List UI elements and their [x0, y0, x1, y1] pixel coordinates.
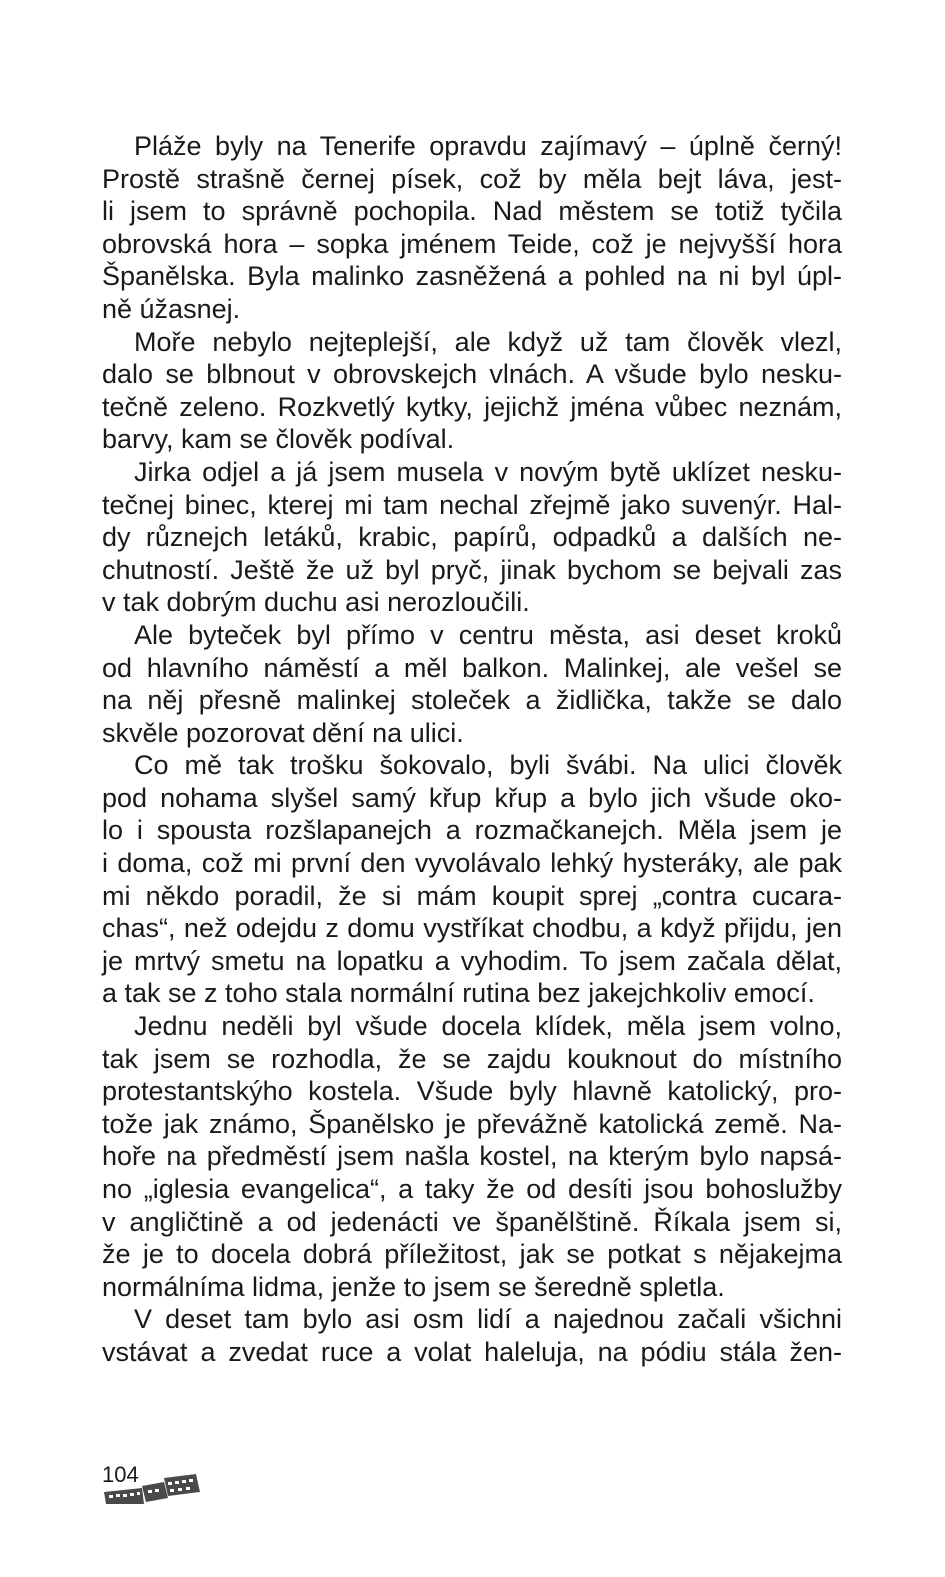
film-strip-icon: [102, 1470, 202, 1504]
text-line: i doma, což mi první den vyvolávalo lehký hysteráky, ale pak: [102, 848, 842, 879]
text-line: že je to docela dobrá příležitost, jak se potkat s nějakejma: [102, 1239, 842, 1270]
text-line: dalo se blbnout v obrovskejch vlnách. A všude bylo nesku-: [102, 359, 842, 390]
text-line: je mrtvý smetu na lopatku a vyhodim. To jsem začala dělat,: [102, 945, 842, 976]
text-line: hoře na předměstí jsem našla kostel, na kterým bylo napsá-: [102, 1141, 842, 1172]
text-line: vstávat a zvedat ruce a volat haleluja, na pódiu stála žen-: [102, 1336, 842, 1367]
text-line: Ale byteček byl přímo v centru města, asi deset kroků: [134, 619, 842, 650]
folio: [102, 1462, 222, 1512]
text-line: tečně zeleno. Rozkvetlý kytky, jejichž jména vůbec neznám,: [102, 391, 842, 422]
paragraph: [102, 326, 842, 456]
text-line: na něj přesně malinkej stoleček a židlička, takže se dalo: [102, 685, 842, 716]
text-line: tak jsem se rozhodla, že se zajdu kouknout do místního: [102, 1043, 842, 1074]
text-line: Jirka odjel a já jsem musela v novým bytě uklízet nesku-: [134, 456, 842, 487]
text-line: normálníma lidma, jenže to jsem se šeredně spletla.: [102, 1271, 725, 1302]
text-line: Jednu neděli byl všude docela klídek, měla jsem volno,: [134, 1011, 842, 1042]
paragraph: [102, 749, 842, 1010]
text-line: v tak dobrým duchu asi nerozloučili.: [102, 587, 530, 618]
text-line: Španělska. Byla malinko zasněžená a pohled na ni byl úpl-: [102, 261, 842, 292]
text-line: obrovská hora – sopka jménem Teide, což je nejvyšší hora: [102, 228, 842, 259]
text-line: v angličtině a od jedenácti ve španělštině. Říkala jsem si,: [102, 1206, 842, 1237]
paragraph: [102, 130, 842, 326]
text-line: li jsem to správně pochopila. Nad městem se totiž tyčila: [102, 196, 842, 227]
text-line: od hlavního náměstí a měl balkon. Malinkej, ale vešel se: [102, 652, 842, 683]
text-line: V deset tam bylo asi osm lidí a najednou začali všichni: [134, 1304, 842, 1335]
text-line: protestantskýho kostela. Všude byly hlavně katolický, pro-: [102, 1076, 842, 1107]
text-line: tože jak známo, Španělsko je převážně katolická země. Na-: [102, 1108, 842, 1139]
paragraph: [102, 1010, 842, 1303]
text-line: ně úžasnej.: [102, 293, 241, 324]
text-line: chutností. Ještě že už byl pryč, jinak bychom se bejvali zas: [102, 554, 842, 585]
text-line: Pláže byly na Tenerife opravdu zajímavý – úplně černý!: [134, 131, 842, 161]
text-line: Co mě tak trošku šokovalo, byli švábi. Na ulici člověk: [134, 750, 842, 781]
text-line: skvěle pozorovat dění na ulici.: [102, 717, 464, 748]
text-line: Moře nebylo nejteplejší, ale když už tam člověk vlezl,: [134, 326, 842, 357]
text-line: Prostě strašně černej písek, což by měla bejt láva, jest-: [102, 163, 842, 194]
page-number: 104: [102, 1462, 139, 1487]
text-line: lo i spousta rozšlapanejch a rozmačkanejch. Měla jsem je: [102, 815, 842, 846]
paragraph: [102, 1303, 842, 1368]
paragraph: [102, 619, 842, 749]
text-line: dy různejch letáků, krabic, papírů, odpadků a dalších ne-: [102, 522, 842, 553]
text-line: a tak se z toho stala normální rutina bez jakejchkoliv emocí.: [102, 978, 815, 1009]
text-line: tečnej binec, kterej mi tam nechal zřejmě jako suvenýr. Hal-: [102, 489, 842, 520]
paragraph: [102, 456, 842, 619]
body-text: [102, 130, 842, 1369]
text-line: chas“, než odejdu z domu vystříkat chodbu, a když přijdu, jen: [102, 913, 842, 944]
text-line: barvy, kam se člověk podíval.: [102, 424, 455, 455]
text-line: no „iglesia evangelica“, a taky že od desíti jsou bohoslužby: [102, 1174, 842, 1204]
text-line: mi někdo poradil, že si mám koupit sprej „contra cucara-: [102, 880, 842, 911]
text-line: pod nohama slyšel samý křup křup a bylo jich všude oko-: [102, 782, 842, 813]
